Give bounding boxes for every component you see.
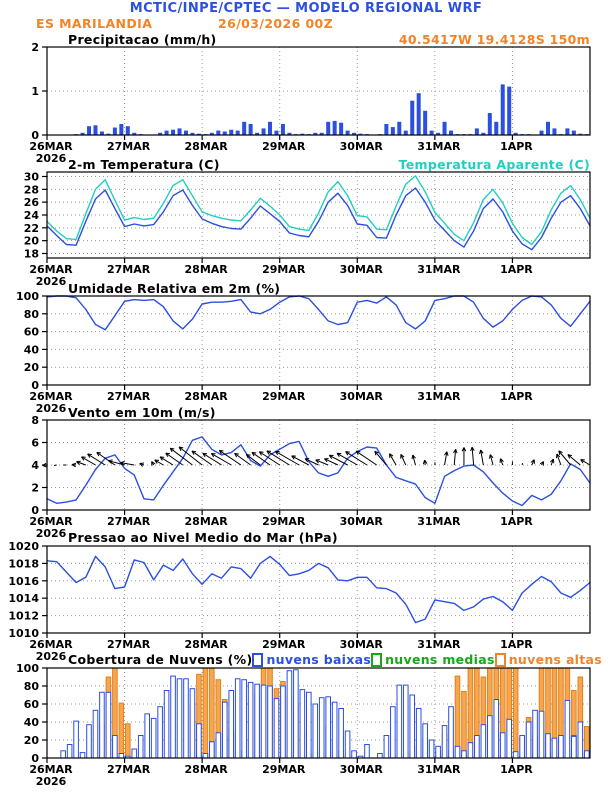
svg-text:30MAR: 30MAR xyxy=(339,638,383,651)
svg-text:1APR: 1APR xyxy=(500,638,533,651)
svg-text:27MAR: 27MAR xyxy=(106,638,151,651)
svg-text:100: 100 xyxy=(16,290,39,303)
svg-text:28: 28 xyxy=(23,183,39,197)
svg-text:26MAR: 26MAR xyxy=(29,263,73,276)
station-label: ES MARILANDIA xyxy=(36,16,153,31)
svg-text:28MAR: 28MAR xyxy=(184,390,228,403)
svg-text:26MAR: 26MAR xyxy=(29,763,73,776)
svg-text:1018: 1018 xyxy=(8,557,39,571)
svg-text:28MAR: 28MAR xyxy=(184,515,228,528)
legend-label-low-clouds: nuvens baixas xyxy=(266,652,372,667)
page-title: MCTIC/INPE/CPTEC — MODELO REGIONAL WRF xyxy=(129,1,483,16)
coordinates-label: 40.5417W 19.4128S 150m xyxy=(398,32,590,47)
svg-text:60: 60 xyxy=(23,698,39,711)
svg-text:31MAR: 31MAR xyxy=(417,390,461,403)
svg-text:1016: 1016 xyxy=(8,574,39,588)
svg-text:1020: 1020 xyxy=(8,540,39,553)
svg-text:2026: 2026 xyxy=(35,152,67,165)
svg-text:0: 0 xyxy=(31,504,39,517)
svg-text:26MAR: 26MAR xyxy=(29,515,73,528)
panel-temperature-title: 2-m Temperatura (C) xyxy=(68,157,220,172)
svg-text:60: 60 xyxy=(23,325,39,339)
svg-text:27MAR: 27MAR xyxy=(106,390,151,403)
svg-text:2026: 2026 xyxy=(35,527,67,540)
svg-text:31MAR: 31MAR xyxy=(417,638,461,651)
svg-text:40: 40 xyxy=(23,343,39,357)
svg-text:20: 20 xyxy=(23,734,39,747)
svg-text:29MAR: 29MAR xyxy=(262,515,306,528)
svg-text:28MAR: 28MAR xyxy=(184,140,228,153)
svg-text:26MAR: 26MAR xyxy=(29,140,73,153)
svg-text:27MAR: 27MAR xyxy=(106,140,151,153)
svg-text:28MAR: 28MAR xyxy=(184,263,228,276)
svg-text:2: 2 xyxy=(31,41,39,54)
svg-text:27MAR: 27MAR xyxy=(106,763,151,776)
svg-text:1APR: 1APR xyxy=(500,140,533,153)
svg-text:29MAR: 29MAR xyxy=(262,638,306,651)
svg-text:31MAR: 31MAR xyxy=(417,263,461,276)
svg-text:30MAR: 30MAR xyxy=(339,390,383,403)
svg-text:26MAR: 26MAR xyxy=(29,390,73,403)
svg-text:29MAR: 29MAR xyxy=(262,140,306,153)
panel-humidity-title: Umidade Relativa em 2m (%) xyxy=(68,281,281,296)
svg-text:4: 4 xyxy=(31,459,39,472)
svg-text:0: 0 xyxy=(31,379,39,392)
svg-text:80: 80 xyxy=(23,307,39,321)
svg-text:30MAR: 30MAR xyxy=(339,763,383,776)
legend-label-mid-clouds: nuvens medias xyxy=(385,652,495,667)
svg-text:8: 8 xyxy=(31,414,39,427)
svg-text:27MAR: 27MAR xyxy=(106,263,151,276)
svg-text:2: 2 xyxy=(31,481,39,495)
svg-text:29MAR: 29MAR xyxy=(262,763,306,776)
svg-text:31MAR: 31MAR xyxy=(417,515,461,528)
svg-text:100: 100 xyxy=(16,662,39,675)
mid-clouds-swatch-icon xyxy=(371,653,382,667)
svg-text:2026: 2026 xyxy=(35,402,67,415)
svg-text:1APR: 1APR xyxy=(500,763,533,776)
svg-text:31MAR: 31MAR xyxy=(417,140,461,153)
svg-text:29MAR: 29MAR xyxy=(262,263,306,276)
legend-label-high-clouds: nuvens altas xyxy=(508,652,603,667)
svg-text:28MAR: 28MAR xyxy=(184,638,228,651)
high-clouds-swatch-icon xyxy=(495,653,506,667)
svg-text:2026: 2026 xyxy=(35,275,67,288)
svg-text:24: 24 xyxy=(23,209,39,222)
svg-text:18: 18 xyxy=(23,247,39,261)
panel-precip-title: Precipitacao (mm/h) xyxy=(68,32,217,47)
panel-clouds-title: Cobertura de Nuvens (%) xyxy=(68,652,253,667)
svg-text:6: 6 xyxy=(31,436,39,450)
svg-text:1APR: 1APR xyxy=(500,515,533,528)
svg-text:30MAR: 30MAR xyxy=(339,263,383,276)
svg-text:20: 20 xyxy=(23,234,39,248)
svg-text:40: 40 xyxy=(23,716,39,729)
legend-item-low-clouds xyxy=(252,652,371,667)
svg-text:0: 0 xyxy=(31,129,39,142)
svg-text:1APR: 1APR xyxy=(500,263,533,276)
svg-text:22: 22 xyxy=(23,221,39,235)
svg-text:30MAR: 30MAR xyxy=(339,140,383,153)
svg-text:20: 20 xyxy=(23,361,39,375)
svg-text:1APR: 1APR xyxy=(500,390,533,403)
legend-item-mid-clouds xyxy=(371,652,495,667)
svg-text:2026: 2026 xyxy=(35,775,67,788)
svg-text:29MAR: 29MAR xyxy=(262,390,306,403)
svg-text:1010: 1010 xyxy=(8,627,39,640)
apparent-temperature-label: Temperatura Aparente (C) xyxy=(398,157,590,172)
svg-text:30MAR: 30MAR xyxy=(339,515,383,528)
svg-text:26MAR: 26MAR xyxy=(29,638,73,651)
svg-text:2026: 2026 xyxy=(35,650,67,663)
svg-text:31MAR: 31MAR xyxy=(417,763,461,776)
svg-text:27MAR: 27MAR xyxy=(106,515,151,528)
panel-wind-title: Vento em 10m (m/s) xyxy=(68,405,216,420)
panel-pressure-title: Pressao ao Nivel Medio do Mar (hPa) xyxy=(68,530,338,545)
legend-item-high-clouds xyxy=(495,652,602,667)
low-clouds-swatch-icon xyxy=(252,653,263,667)
svg-text:80: 80 xyxy=(23,680,39,693)
run-datetime-label: 26/03/2026 00Z xyxy=(218,16,334,31)
svg-text:1: 1 xyxy=(31,85,39,98)
svg-text:0: 0 xyxy=(31,752,39,765)
svg-text:28MAR: 28MAR xyxy=(184,763,228,776)
svg-text:26: 26 xyxy=(23,196,39,210)
svg-text:30: 30 xyxy=(23,170,39,184)
svg-text:1014: 1014 xyxy=(8,592,39,606)
panel-clouds-header xyxy=(68,652,603,667)
svg-text:1012: 1012 xyxy=(8,609,39,623)
